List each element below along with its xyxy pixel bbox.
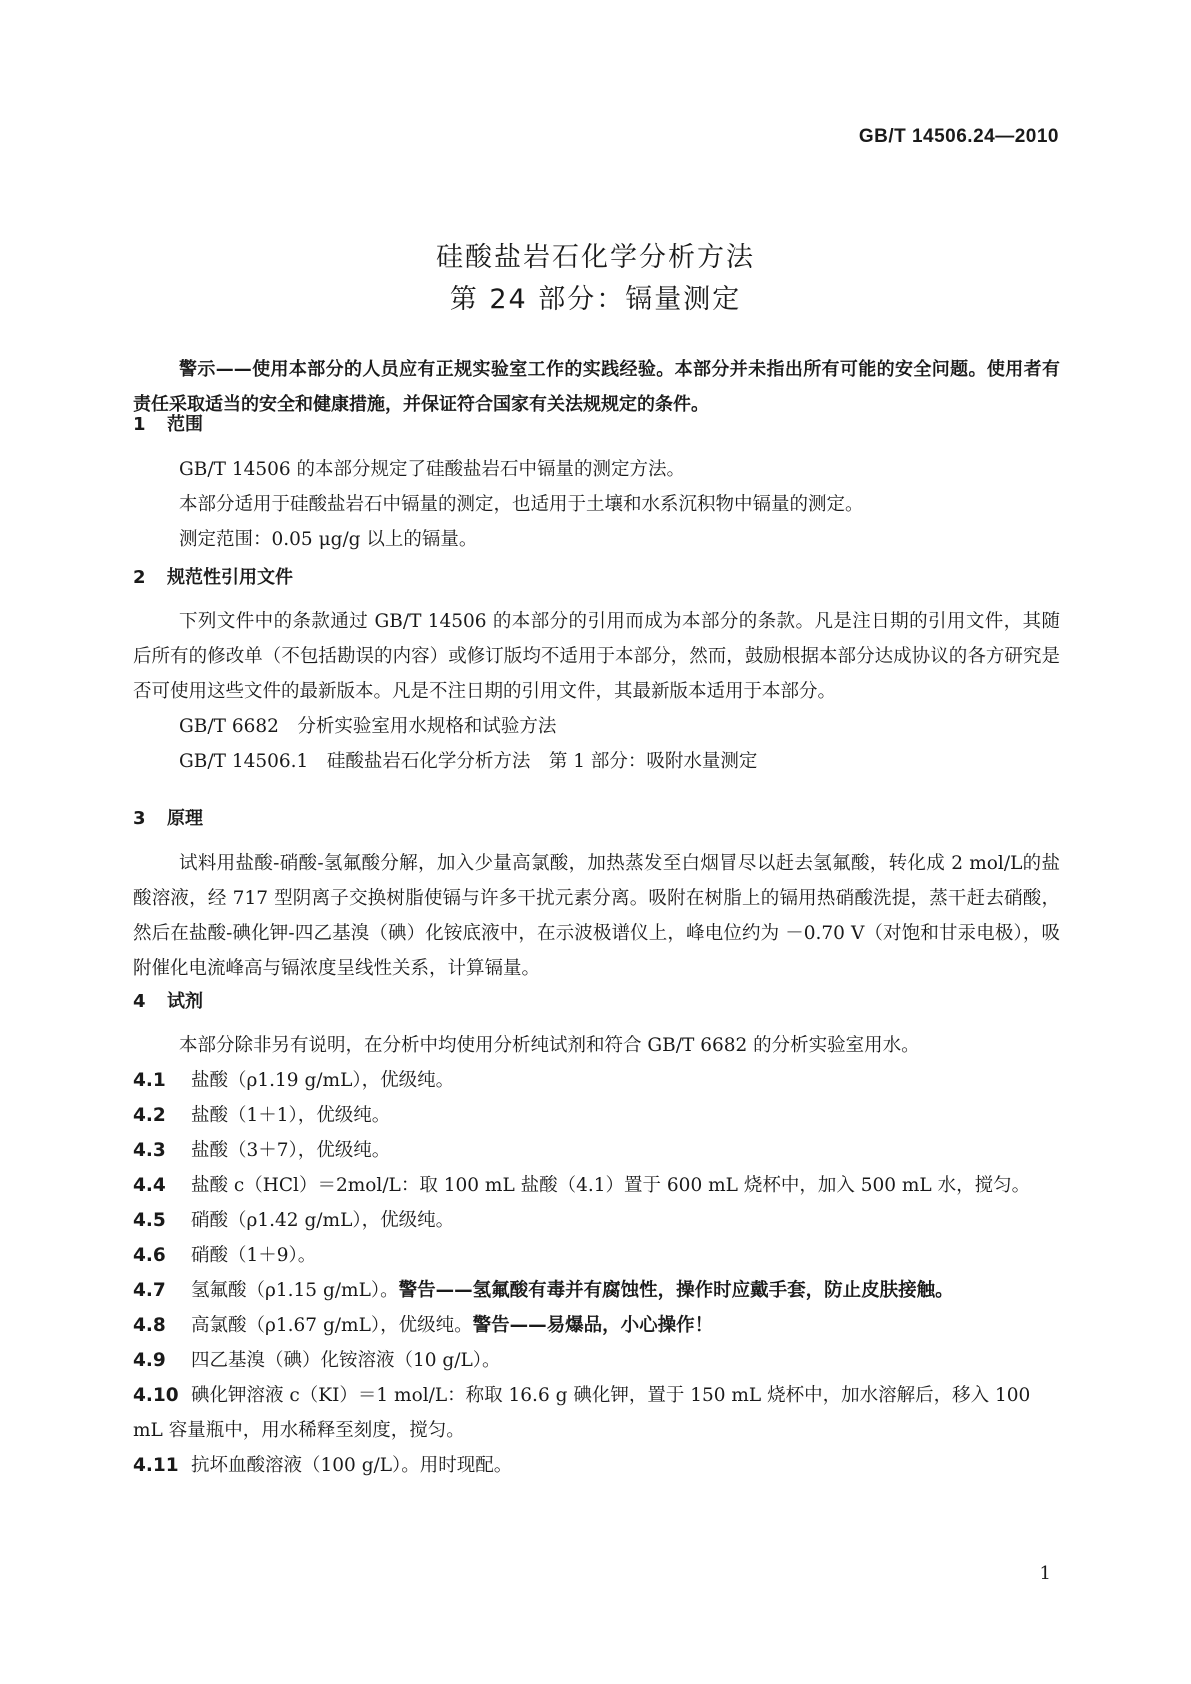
section-4-body bbox=[133, 1028, 1060, 1483]
reagent-text: 盐酸（3＋7），优级纯。 bbox=[191, 1140, 391, 1161]
section-title: 规范性引用文件 bbox=[167, 567, 293, 588]
reagent-text: 硝酸（1＋9）。 bbox=[191, 1245, 317, 1266]
paragraph: 本部分适用于硅酸盐岩石中镉量的测定，也适用于土壤和水系沉积物中镉量的测定。 bbox=[179, 494, 864, 515]
reagent-warning: 警告——易爆品，小心操作！ bbox=[472, 1315, 714, 1336]
reagent-text: 盐酸（1＋1），优级纯。 bbox=[191, 1105, 391, 1126]
page-number: 1 bbox=[1039, 1563, 1051, 1584]
section-title: 范围 bbox=[167, 414, 203, 435]
reagent-item bbox=[133, 1133, 1060, 1168]
reagent-text: 盐酸 c（HCl）＝2mol/L：取 100 mL 盐酸（4.1）置于 600 mL 烧杯中，加入 500 mL 水，搅匀。 bbox=[191, 1175, 1031, 1196]
warning-block bbox=[133, 352, 1060, 422]
section-1-heading bbox=[133, 410, 203, 436]
paragraph: GB/T 14506 的本部分规定了硅酸盐岩石中镉量的测定方法。 bbox=[179, 459, 686, 480]
reagent-text: 硝酸（ρ1.42 g/mL），优级纯。 bbox=[191, 1210, 455, 1231]
reagent-item bbox=[133, 1238, 1060, 1273]
section-number: 2 bbox=[133, 567, 146, 588]
reagent-item bbox=[133, 1168, 1060, 1203]
reference-item: GB/T 14506.1 硅酸盐岩石化学分析方法 第 1 部分：吸附水量测定 bbox=[179, 751, 758, 772]
reagent-list bbox=[133, 1063, 1060, 1483]
reagent-item bbox=[133, 1378, 1060, 1448]
reagent-text: 碘化钾溶液 c（KI）＝1 mol/L：称取 16.6 g 碘化钾，置于 150 mL 烧杯中，加水溶解后，移入 100 mL 容量瓶中，用水稀释至刻度，搅匀。 bbox=[133, 1385, 1031, 1441]
section-3-body bbox=[133, 846, 1060, 986]
warning-text: 警示——使用本部分的人员应有正规实验室工作的实践经验。本部分并未指出所有可能的安全问题。使用者有责任采取适当的安全和健康措施，并保证符合国家有关法规规定的条件。 bbox=[133, 359, 1060, 415]
reagent-item bbox=[133, 1448, 1060, 1483]
paragraph: 试料用盐酸-硝酸-氢氟酸分解，加入少量高氯酸，加热蒸发至白烟冒尽以赶去氢氟酸，转化成 2 mol/L的盐酸溶液，经 717 型阴离子交换树脂使镉与许多干扰元素分离。吸附在树脂上的镉用热硝酸洗提，蒸干赶去硝酸，然后在盐酸-碘化钾-四乙基溴（碘）化铵底液中，在示波极谱仪上，峰电位约为 －0.70 V（对饱和甘汞电极），吸附催化电流峰高与镉浓度呈线性关系，计算镉量。 bbox=[133, 853, 1060, 979]
reagent-number: 4.9 bbox=[133, 1350, 166, 1371]
reagent-number: 4.1 bbox=[133, 1070, 166, 1091]
section-2-body bbox=[133, 604, 1060, 779]
reagent-text: 高氯酸（ρ1.67 g/mL），优级纯。 bbox=[191, 1315, 473, 1336]
section-number: 3 bbox=[133, 808, 146, 829]
section-3-heading bbox=[133, 804, 203, 830]
section-1-body bbox=[133, 452, 1060, 557]
reagent-number: 4.6 bbox=[133, 1245, 166, 1266]
reagent-number: 4.10 bbox=[133, 1385, 179, 1406]
standard-number: GB/T 14506.24—2010 bbox=[858, 126, 1059, 147]
section-number: 1 bbox=[133, 414, 146, 435]
reagent-number: 4.2 bbox=[133, 1105, 166, 1126]
document-title: 硅酸盐岩石化学分析方法 bbox=[436, 242, 755, 273]
reagent-number: 4.7 bbox=[133, 1280, 166, 1301]
reagent-text: 四乙基溴（碘）化铵溶液（10 g/L）。 bbox=[191, 1350, 501, 1371]
reagent-text: 抗坏血酸溶液（100 g/L）。用时现配。 bbox=[191, 1455, 513, 1476]
reagent-number: 4.3 bbox=[133, 1140, 166, 1161]
paragraph: 测定范围：0.05 μg/g 以上的镉量。 bbox=[179, 529, 478, 550]
paragraph: 本部分除非另有说明，在分析中均使用分析纯试剂和符合 GB/T 6682 的分析实验室用水。 bbox=[179, 1035, 920, 1056]
reagent-text: 氢氟酸（ρ1.15 g/mL）。 bbox=[191, 1280, 399, 1301]
reagent-text: 盐酸（ρ1.19 g/mL），优级纯。 bbox=[191, 1070, 455, 1091]
reagent-warning: 警告——氢氟酸有毒并有腐蚀性，操作时应戴手套，防止皮肤接触。 bbox=[398, 1280, 954, 1301]
reagent-number: 4.11 bbox=[133, 1455, 179, 1476]
reagent-item bbox=[133, 1273, 1060, 1308]
section-number: 4 bbox=[133, 991, 146, 1012]
paragraph: 下列文件中的条款通过 GB/T 14506 的本部分的引用而成为本部分的条款。凡是注日期的引用文件，其随后所有的修改单（不包括勘误的内容）或修订版均不适用于本部分，然而，鼓励根据本部分达成协议的各方研究是否可使用这些文件的最新版本。凡是不注日期的引用文件，其最新版本适用于本部分。 bbox=[133, 611, 1060, 702]
reference-item: GB/T 6682 分析实验室用水规格和试验方法 bbox=[179, 716, 557, 737]
reagent-item bbox=[133, 1098, 1060, 1133]
reagent-number: 4.5 bbox=[133, 1210, 166, 1231]
reagent-item bbox=[133, 1203, 1060, 1238]
reagent-item bbox=[133, 1308, 1060, 1343]
reagent-number: 4.8 bbox=[133, 1315, 166, 1336]
section-4-heading bbox=[133, 987, 203, 1013]
reagent-item bbox=[133, 1343, 1060, 1378]
document-subtitle: 第 24 部分：镉量测定 bbox=[449, 284, 742, 315]
reagent-number: 4.4 bbox=[133, 1175, 166, 1196]
section-title: 试剂 bbox=[167, 991, 203, 1012]
section-title: 原理 bbox=[167, 808, 203, 829]
reagent-item bbox=[133, 1063, 1060, 1098]
section-2-heading bbox=[133, 563, 293, 589]
